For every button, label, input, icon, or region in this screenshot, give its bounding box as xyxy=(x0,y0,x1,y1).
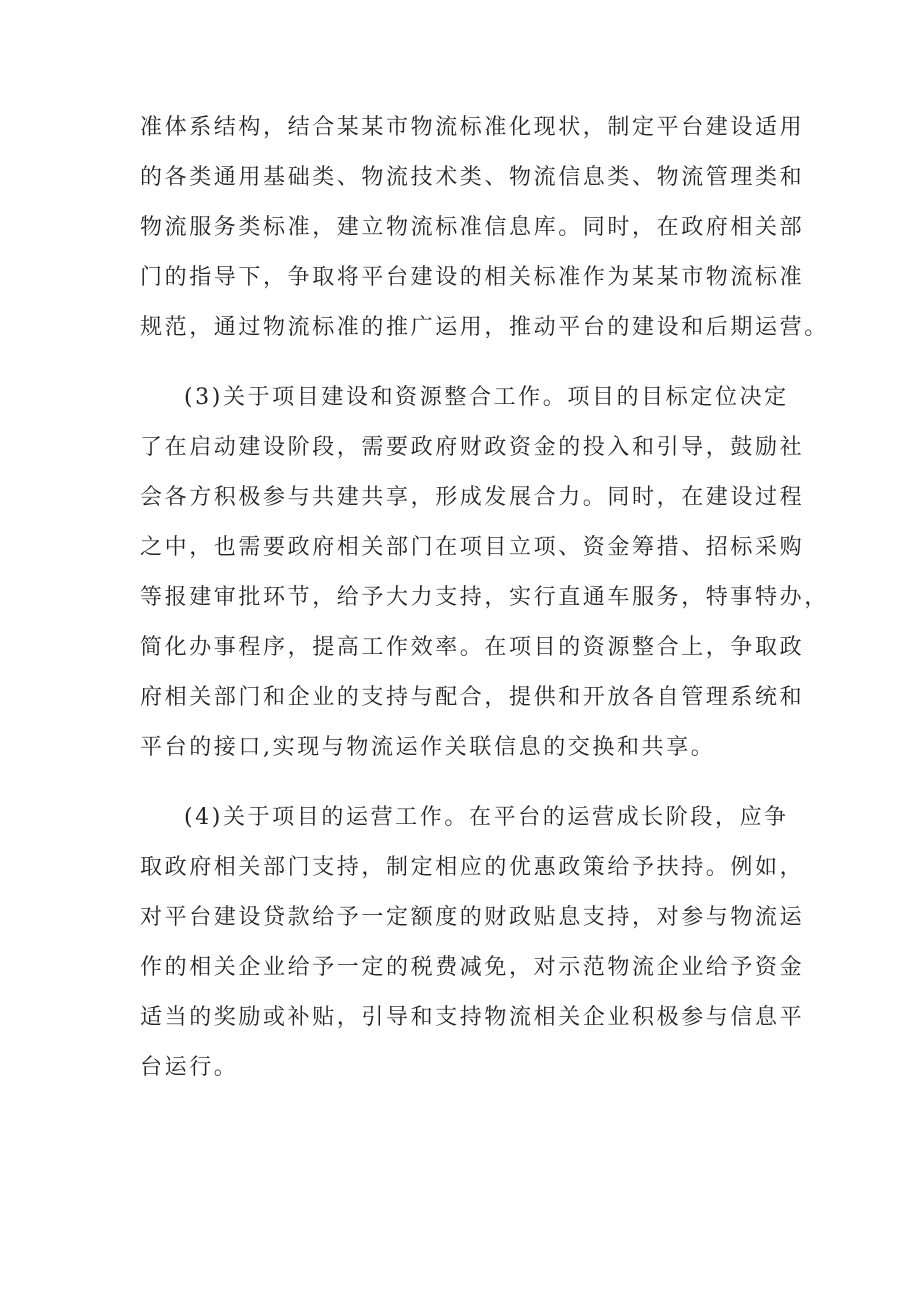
paragraph-line: 规范，通过物流标准的推广运用，推动平台的建设和后期运营。 xyxy=(140,315,829,340)
paragraph-line: 适当的奖励或补贴，引导和支持物流相关企业积极参与信息平 xyxy=(140,1005,805,1030)
paragraph-line: 物流服务类标准，建立物流标准信息库。同时，在政府相关部 xyxy=(140,215,805,240)
paragraph-line: 作的相关企业给予一定的税费减免，对示范物流企业给予资金 xyxy=(140,955,805,980)
paragraph-line: 府相关部门和企业的支持与配合，提供和开放各自管理系统和 xyxy=(140,685,805,710)
paragraph-line: 对平台建设贷款给予一定额度的财政贴息支持，对参与物流运 xyxy=(140,905,805,930)
paragraph-line: 简化办事程序，提高工作效率。在项目的资源整合上，争取政 xyxy=(140,635,805,660)
paragraph-line: 准体系结构，结合某某市物流标准化现状，制定平台建设适用 xyxy=(140,115,805,140)
paragraph-line: 平台的接口,实现与物流运作关联信息的交换和共享。 xyxy=(140,735,716,760)
paragraph-line: 会各方积极参与共建共享，形成发展合力。同时，在建设过程 xyxy=(140,485,805,510)
paragraph-line: 之中，也需要政府相关部门在项目立项、资金筹措、招标采购 xyxy=(140,535,805,560)
paragraph-line: 了在启动建设阶段，需要政府财政资金的投入和引导，鼓励社 xyxy=(140,435,805,460)
paragraph-project-construction xyxy=(140,373,829,773)
paragraph-line: 取政府相关部门支持，制定相应的优惠政策给予扶持。例如， xyxy=(140,855,805,880)
paragraph-line: 等报建审批环节，给予大力支持，实行直通车服务，特事特办， xyxy=(140,585,829,610)
paragraph-line: 的各类通用基础类、物流技术类、物流信息类、物流管理类和 xyxy=(140,165,805,190)
paragraph-standards xyxy=(140,103,829,353)
paragraph-line: 门的指导下，争取将平台建设的相关标准作为某某市物流标准 xyxy=(140,265,805,290)
document-body xyxy=(140,103,829,1113)
paragraph-line: (4)关于项目的运营工作。在平台的运营成长阶段，应争 xyxy=(184,805,789,830)
paragraph-line: (3)关于项目建设和资源整合工作。项目的目标定位决定 xyxy=(184,385,789,410)
paragraph-project-operation xyxy=(140,793,805,1093)
paragraph-line: 台运行。 xyxy=(140,1055,239,1080)
